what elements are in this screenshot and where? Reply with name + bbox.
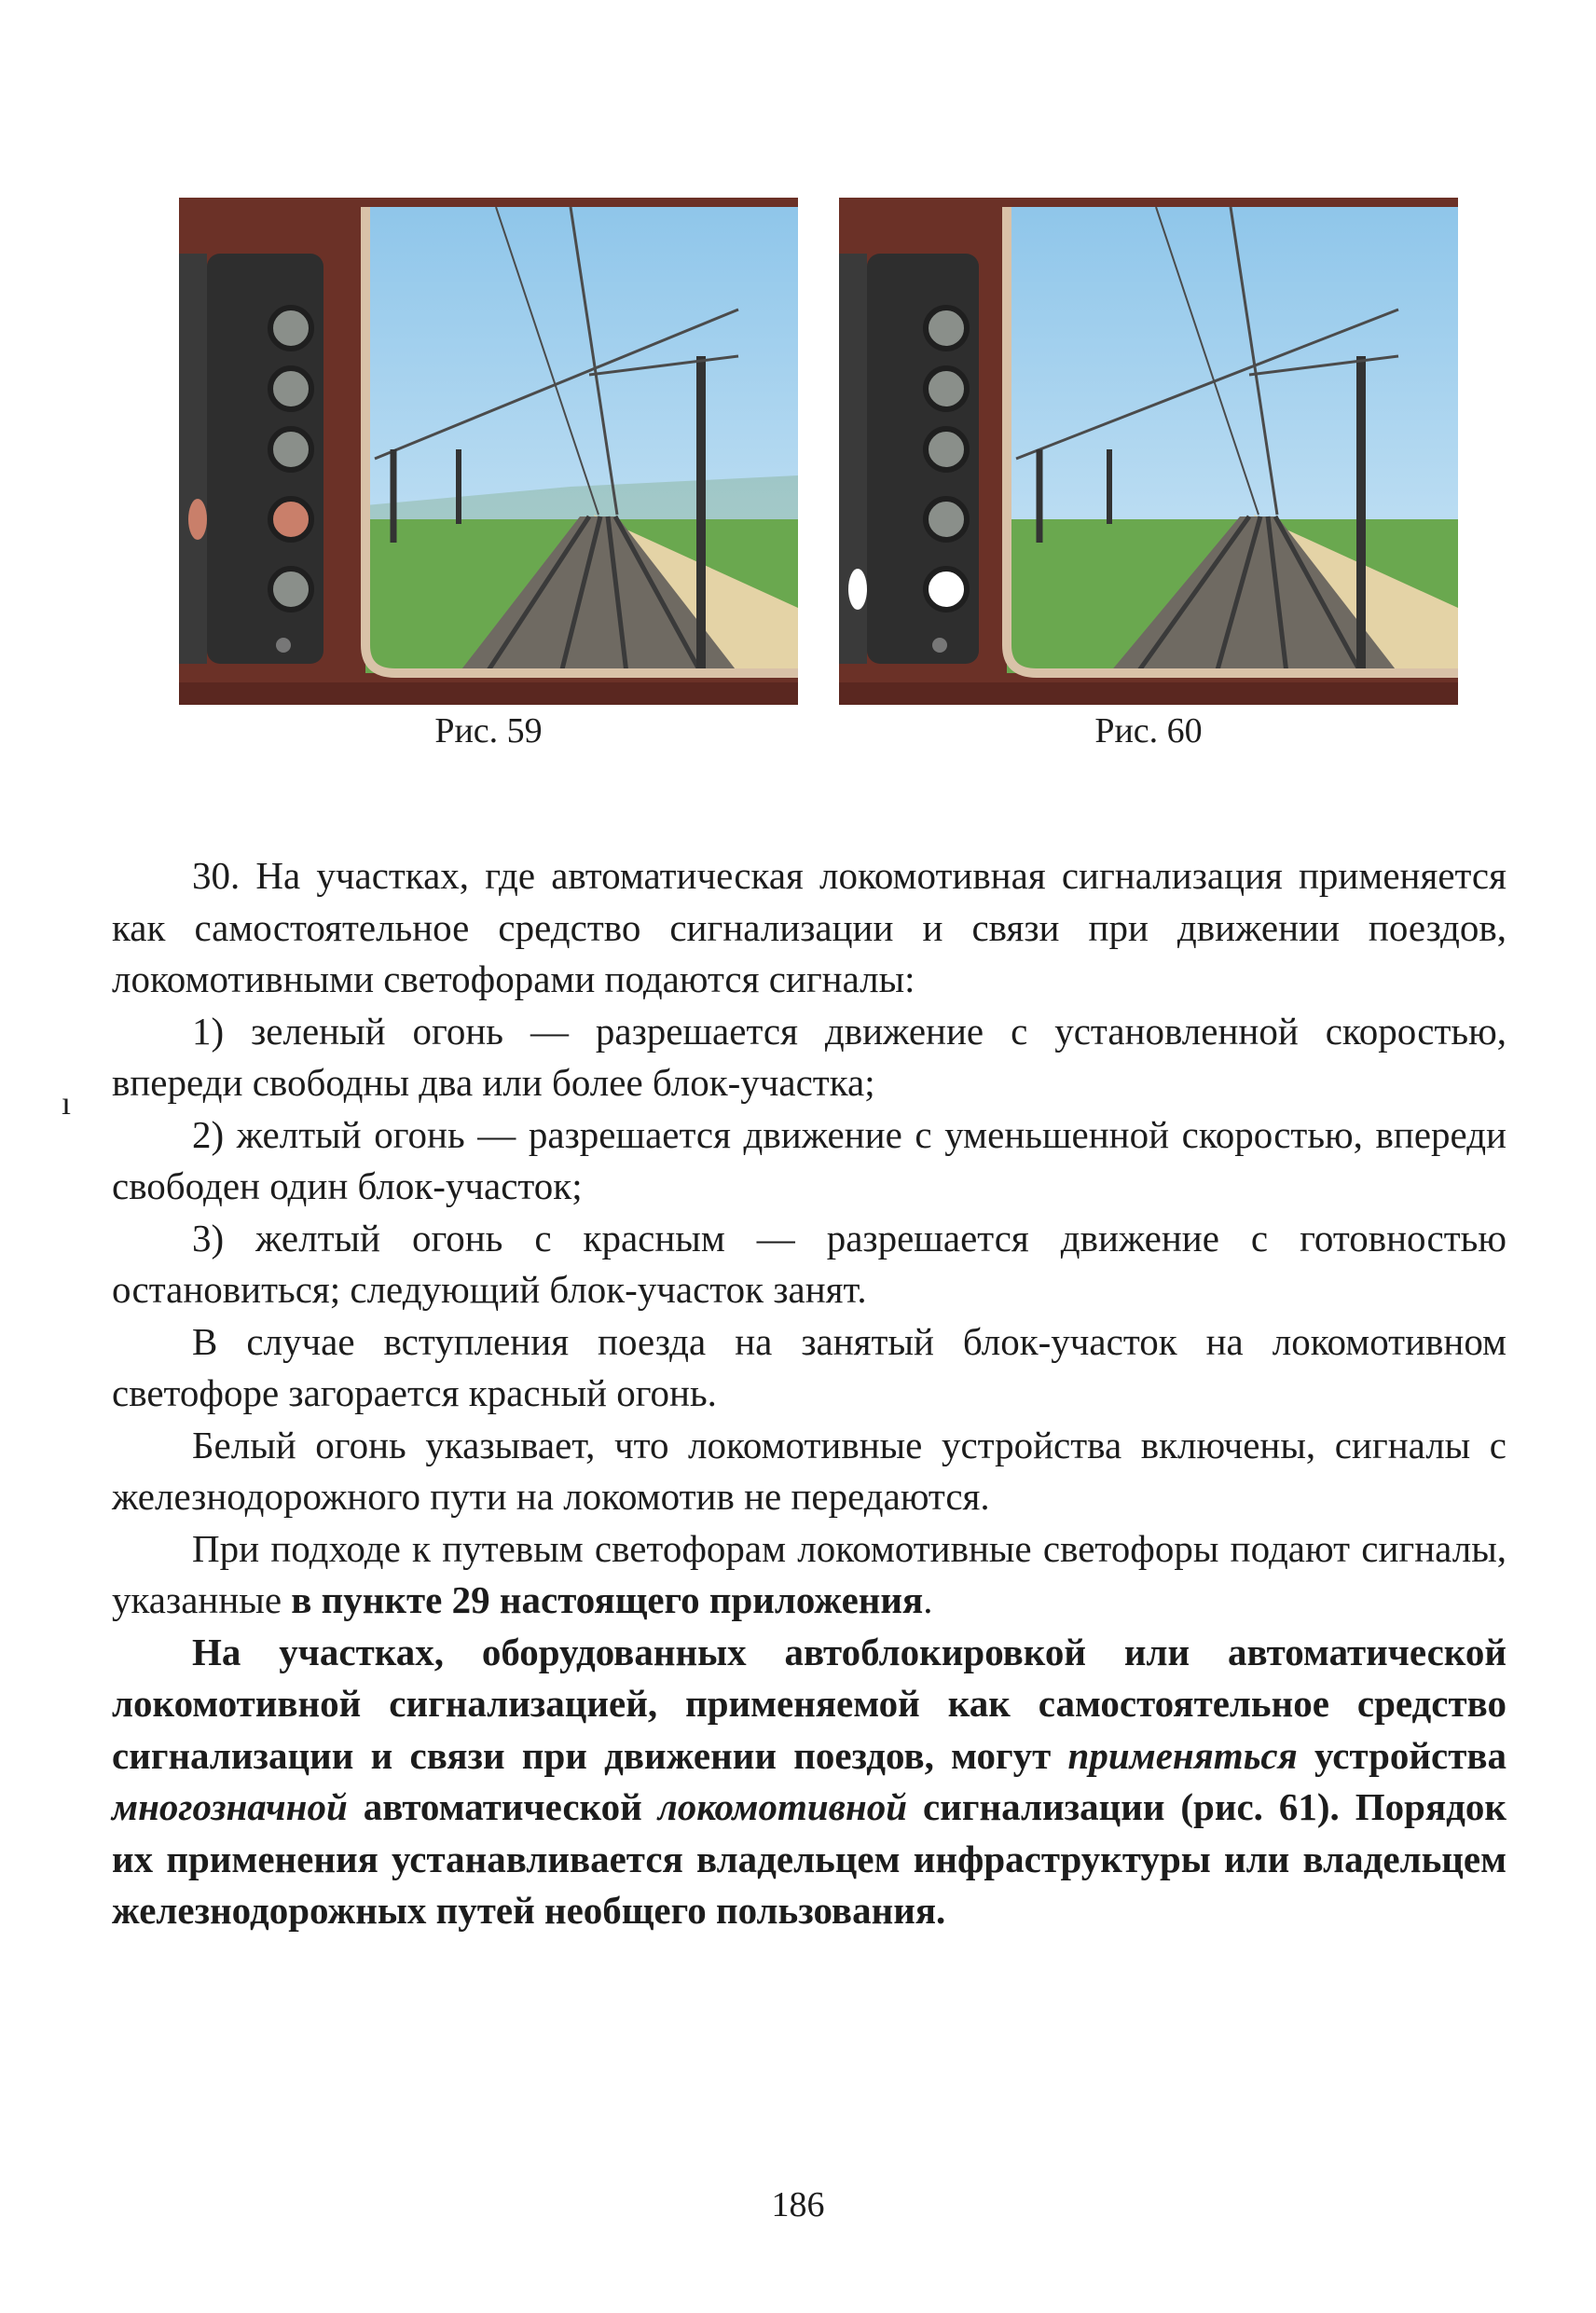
- body-text: [112, 850, 1507, 1937]
- multivalued-part-a: На участках, оборудованных автоблокировкой или автоматической локомотивной сигнализацией, применяемой как самостоятельное средство сигнализации и связи при движении поездов, могут: [112, 1630, 1507, 1777]
- item-2: 2) желтый огонь — разрешается движение с уменьшенной скоростью, впереди свободен один блок-участок;: [112, 1112, 1507, 1207]
- multivalued-part-g: сигнализации (рис. 61). Порядок их применения устанавливается владельцем инфраструктуры или владельцем железнодорожных путей необщего пользования.: [112, 1785, 1507, 1932]
- multivalued-part-f: локомотивной: [657, 1785, 908, 1828]
- approach-reference: в пункте 29 настоящего приложения: [291, 1578, 924, 1621]
- multivalued-part-d: многозначной: [112, 1785, 348, 1828]
- figure-59: [179, 198, 798, 705]
- page-number: 186: [771, 2185, 825, 2224]
- figure-59-caption: Рис. 59: [434, 711, 543, 750]
- multivalued-part-b: применяться: [1067, 1733, 1298, 1777]
- figure-60-illustration: [839, 198, 1458, 705]
- multivalued-part-e: автоматической: [347, 1785, 658, 1828]
- paragraph-30: 30. На участках, где автоматическая локомотивная сигнализация применяется как самостоятельное средство сигнализации и связи при движении поездов, локомотивными светофорами подаются сигналы:: [112, 854, 1507, 1000]
- figure-60-caption: Рис. 60: [1094, 711, 1203, 750]
- figure-60: [839, 198, 1458, 705]
- paragraph-multivalued: [112, 1627, 1507, 1937]
- approach-end: .: [923, 1578, 933, 1621]
- multivalued-part-c: устройства: [1297, 1733, 1507, 1777]
- margin-mark: ı: [62, 1084, 72, 1122]
- item-3: 3) желтый огонь с красным — разрешается движение с готовностью остановиться; следующий блок-участок занят.: [112, 1216, 1507, 1311]
- paragraph-white-signal: Белый огонь указывает, что локомотивные устройства включены, сигналы с железнодорожного пути на локомотив не передаются.: [112, 1423, 1507, 1518]
- figure-59-illustration: [179, 198, 798, 705]
- paragraph-approach: [112, 1523, 1507, 1627]
- approach-text: При подходе к путевым светофорам локомотивные светофоры подают сигналы, указанные: [112, 1526, 1507, 1621]
- paragraph-red-signal: В случае вступления поезда на занятый блок-участок на локомотивном светофоре загорается красный огонь.: [112, 1319, 1507, 1414]
- item-1: 1) зеленый огонь — разрешается движение с установленной скоростью, впереди свободны два или более блок-участка;: [112, 1009, 1507, 1104]
